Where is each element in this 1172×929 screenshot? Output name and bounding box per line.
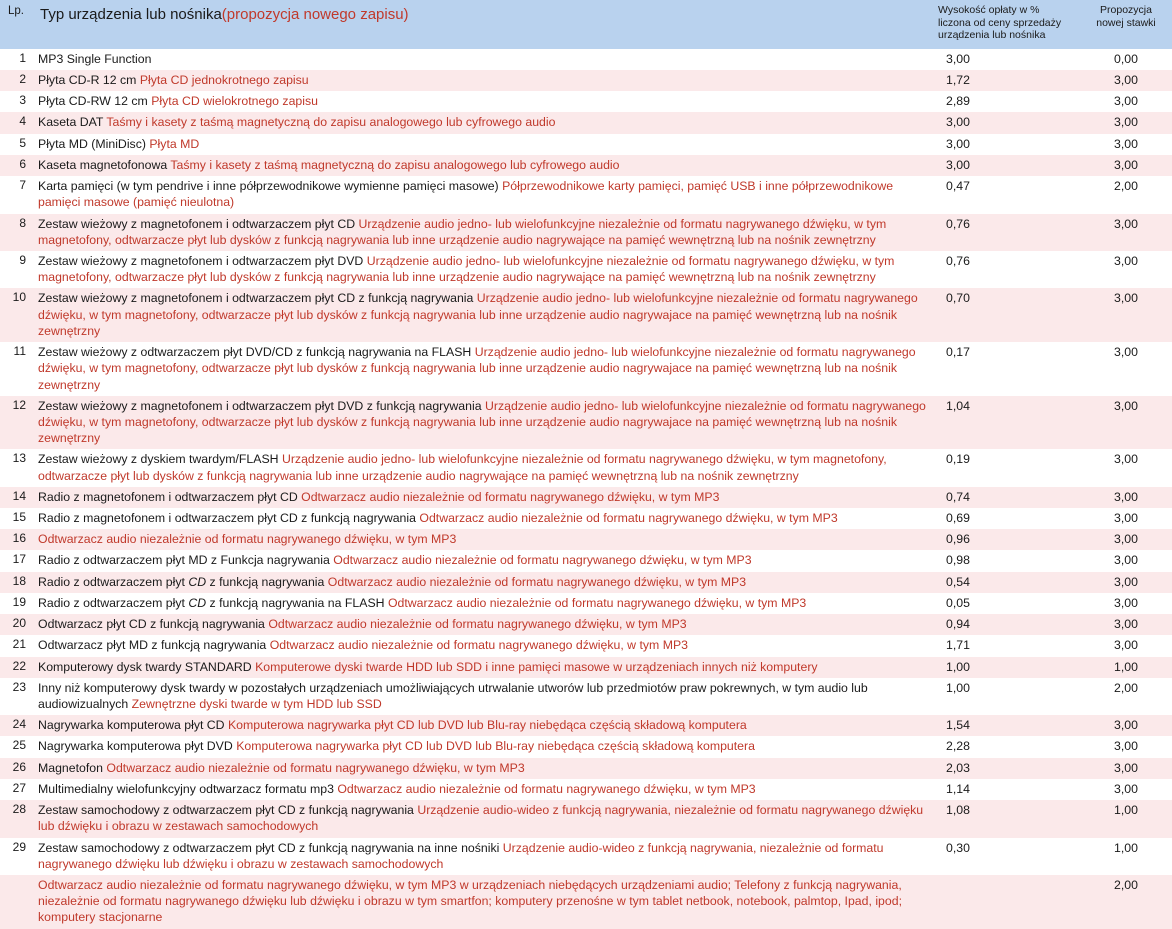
proposed-rate-cell: 3,00 [1080,449,1172,486]
table-row [0,678,1172,715]
row-index-cell: 20 [0,614,32,635]
row-index-cell: 21 [0,635,32,656]
current-rate-cell: 2,28 [932,736,1080,757]
device-type-cell [32,449,932,486]
current-rate-cell: 0,69 [932,508,1080,529]
device-type-current-text: Radio z odtwarzaczem płyt MD z Funkcja nagrywania [38,553,334,568]
device-type-proposed-text: Odtwarzacz audio niezależnie od formatu nagrywanego dźwięku, w tym MP3 [106,760,525,775]
device-type-cell [32,487,932,508]
proposed-rate-cell: 3,00 [1080,779,1172,800]
table-row [0,449,1172,486]
device-type-cell [32,396,932,450]
table-row [0,550,1172,571]
table-row [0,715,1172,736]
row-index-cell: 23 [0,678,32,715]
device-type-current-text: Nagrywarka komputerowa płyt CD [38,718,228,733]
device-type-proposed-text: Urządzenie audio-wideo z funkcją nagrywania, niezależnie od formatu nagrywanego dźwięku lub dźwięku i obrazu w zestawach samochodowych [38,840,884,871]
proposed-rate-cell: 2,00 [1080,176,1172,213]
device-type-current-text: Multimedialny wielofunkcyjny odtwarzacz formatu mp3 [38,781,338,796]
table-row [0,657,1172,678]
device-type-cell [32,251,932,288]
row-index-cell: 15 [0,508,32,529]
proposed-rate-cell: 1,00 [1080,800,1172,837]
current-rate-cell: 1,72 [932,70,1080,91]
device-type-cell [32,800,932,837]
proposed-rate-cell: 3,00 [1080,396,1172,450]
device-type-current-text: Płyta CD-R 12 cm [38,73,140,87]
device-type-proposed-text: Płyta CD wielokrotnego zapisu [151,94,318,109]
table-header-row [0,0,1172,49]
device-type-cell [32,657,932,678]
current-rate-cell: 0,74 [932,487,1080,508]
device-type-cell [32,176,932,213]
device-type-cell [32,635,932,656]
proposed-rate-cell: 3,00 [1080,508,1172,529]
proposed-rate-cell: 3,00 [1080,715,1172,736]
device-type-cell [32,593,932,614]
device-type-cell [32,838,932,875]
proposed-rate-cell: 3,00 [1080,112,1172,133]
row-index-cell: 29 [0,838,32,875]
device-type-proposed-text: Urządzenie audio jedno- lub wielofunkcyjne niezależnie od formatu nagrywanego dźwięku, w tym magnetofony, odtwarzacze płyt lub dysków z funkcją nagrywania lub inne urządzenie audio nagrywające na pamięć wewnętrzną lub na nośnik zewnętrzny [38,253,895,285]
device-type-proposed-text: Odtwarzacz audio niezależnie od formatu nagrywanego dźwięku, w tym MP3 [268,617,687,632]
current-rate-cell: 0,19 [932,449,1080,486]
proposed-rate-cell: 1,00 [1080,838,1172,875]
table-row [0,508,1172,529]
table-row [0,572,1172,593]
table-row [0,70,1172,91]
table-row [0,176,1172,213]
row-index-cell: 25 [0,736,32,757]
device-type-proposed-text: Odtwarzacz audio niezależnie od formatu nagrywanego dźwięku, w tym MP3 [38,532,457,547]
table-row [0,288,1172,342]
proposed-rate-cell: 3,00 [1080,572,1172,593]
table-row [0,214,1172,251]
proposed-rate-cell: 3,00 [1080,550,1172,571]
device-type-proposed-text: Komputerowe dyski twarde HDD lub SDD i inne pamięci masowe w urządzeniach innych niż komputery [255,659,818,674]
row-index-cell: 12 [0,396,32,450]
device-type-cell [32,614,932,635]
row-index-cell: 8 [0,214,32,251]
current-rate-cell: 2,03 [932,758,1080,779]
table-row [0,779,1172,800]
device-type-current-text: Kaseta DAT [38,115,107,130]
current-rate-cell: 0,96 [932,529,1080,550]
device-type-current-text: Magnetofon [38,760,107,775]
table-row [0,529,1172,550]
device-type-proposed-text: Komputerowa nagrywarka płyt CD lub DVD lub Blu-ray niebędąca częścią składową komputera [236,739,755,754]
proposed-rate-cell: 3,00 [1080,342,1172,396]
current-rate-cell: 0,76 [932,251,1080,288]
current-rate-cell: 1,00 [932,678,1080,715]
device-type-current-text: Radio z magnetofonem i odtwarzaczem płyt CD z funkcją nagrywania [38,511,420,526]
device-type-current-text: Nagrywarka komputerowa płyt DVD [38,739,237,754]
device-type-proposed-text: Odtwarzacz audio niezależnie od formatu nagrywanego dźwięku, w tym MP3 [337,781,756,796]
current-rate-cell: 0,94 [932,614,1080,635]
device-type-proposed-text: Odtwarzacz audio niezależnie od formatu nagrywanego dźwięku, w tym MP3 w urządzeniach niebędących urządzeniami audio; Telefony z funkcją nagrywania, niezależnie od formatu nagrywanego dźwięku lub dźwięku i obrazu w tym smartfon; komputery przenośne w tym tablet netbook, notebook, palmtop, Ipad, ipod; komputery stacjonarne [38,877,902,925]
device-type-cell [32,214,932,251]
table-row [0,487,1172,508]
device-type-proposed-text: Taśmy i kasety z taśmą magnetyczną do zapisu analogowego lub cyfrowego audio [106,115,556,130]
device-type-current-text: Radio z odtwarzaczem płyt CD z funkcją nagrywania [38,574,328,589]
device-type-cell [32,758,932,779]
row-index-cell: 26 [0,758,32,779]
row-index-cell: 7 [0,176,32,213]
proposed-rate-cell: 0,00 [1080,49,1172,70]
device-type-cell [32,112,932,133]
proposed-rate-cell: 3,00 [1080,288,1172,342]
device-type-cell [32,508,932,529]
row-index-cell: 24 [0,715,32,736]
table-row [0,112,1172,133]
column-header-device-type-alt: (propozycja nowego zapisu) [221,6,409,23]
proposed-rate-cell: 3,00 [1080,487,1172,508]
proposed-rate-cell: 3,00 [1080,614,1172,635]
device-type-current-text: Inny niż komputerowy dysk twardy w pozostałych urządzeniach umożliwiających utrwalanie utworów lub przedmiotów praw pokrewnych, w tym audio lub audiowizualnych [38,680,868,711]
row-index-cell: 16 [0,529,32,550]
device-type-cell [32,572,932,593]
table-row [0,593,1172,614]
table-body [0,49,1172,929]
table-header [0,0,1172,49]
current-rate-cell: 0,17 [932,342,1080,396]
device-type-proposed-text: Odtwarzacz audio niezależnie od formatu nagrywanego dźwięku, w tym MP3 [387,595,807,610]
device-type-current-text: Kaseta magnetofonowa [38,157,171,172]
row-index-cell [0,875,32,929]
device-type-current-text: Zestaw wieżowy z magnetofonem i odtwarzaczem płyt DVD [38,253,367,268]
current-rate-cell: 1,00 [932,657,1080,678]
device-type-cell [32,134,932,155]
device-type-cell [32,529,932,550]
device-type-proposed-text: Urządzenie audio jedno- lub wielofunkcyjne niezależnie od formatu nagrywanego dźwięku, w tym magnetofony, odtwarzacze płyt lub dysków z funkcją nagrywania lub inne urządzenie audio nagrywające na pamięć wewnętrzną lub na nośnik zewnętrzny [38,452,887,483]
device-type-cell [32,342,932,396]
proposed-rate-cell: 3,00 [1080,91,1172,112]
current-rate-cell: 1,71 [932,635,1080,656]
current-rate-cell: 0,54 [932,572,1080,593]
proposed-rate-cell: 3,00 [1080,134,1172,155]
proposed-rate-cell: 2,00 [1080,875,1172,929]
row-index-cell: 4 [0,112,32,133]
device-type-current-text: Płyta MD (MiniDisc) [38,136,150,151]
device-type-cell [32,678,932,715]
device-type-cell [32,875,932,929]
current-rate-cell: 0,70 [932,288,1080,342]
proposed-rate-cell: 3,00 [1080,70,1172,91]
device-type-emphasis: CD [188,595,207,610]
proposed-rate-cell: 1,00 [1080,657,1172,678]
proposed-rate-cell: 3,00 [1080,251,1172,288]
proposed-rate-cell: 3,00 [1080,758,1172,779]
current-rate-cell: 1,54 [932,715,1080,736]
table-row [0,342,1172,396]
current-rate-cell: 1,08 [932,800,1080,837]
row-index-cell: 28 [0,800,32,837]
device-type-cell [32,70,932,91]
device-type-proposed-text: Półprzewodnikowe karty pamięci, pamięć USB i inne półprzewodnikowe pamięci masowe (pamięć nieulotna) [38,179,894,210]
column-header-lp: Lp. [0,0,32,49]
row-index-cell: 13 [0,449,32,486]
row-index-cell: 1 [0,49,32,70]
device-type-current-text: Komputerowy dysk twardy STANDARD [38,659,256,674]
proposed-rate-cell: 3,00 [1080,214,1172,251]
row-index-cell: 27 [0,779,32,800]
device-type-proposed-text: Urządzenie audio jedno- lub wielofunkcyjne niezależnie od formatu nagrywanego dźwięku, w tym magnetofony, odtwarzacze płyt lub dysków z funkcją nagrywania lub inne urządzenie audio nagrywajace na pamięć wewnętrzną lub na nośnik zewnętrzny [38,345,916,392]
current-rate-cell: 3,00 [932,112,1080,133]
row-index-cell: 5 [0,134,32,155]
proposed-rate-cell: 2,00 [1080,678,1172,715]
device-type-proposed-text: Zewnętrzne dyski twarde w tym HDD lub SSD [131,697,382,711]
row-index-cell: 11 [0,342,32,396]
row-index-cell: 18 [0,572,32,593]
column-header-device-type [32,0,932,49]
table-row [0,251,1172,288]
current-rate-cell: 3,00 [932,134,1080,155]
row-index-cell: 9 [0,251,32,288]
device-type-proposed-text: Odtwarzacz audio niezależnie od formatu nagrywanego dźwięku, w tym MP3 [327,574,747,589]
current-rate-cell: 3,00 [932,49,1080,70]
device-type-proposed-text: Odtwarzacz audio niezależnie od formatu nagrywanego dźwięku, w tym MP3 [419,511,838,526]
device-type-proposed-text: Odtwarzacz audio niezależnie od formatu nagrywanego dźwięku, w tym MP3 [301,489,720,504]
device-type-current-text: Radio z odtwarzaczem płyt CD z funkcją nagrywania na FLASH [38,595,388,610]
current-rate-cell: 2,89 [932,91,1080,112]
row-index-cell: 22 [0,657,32,678]
device-type-cell [32,779,932,800]
device-type-cell [32,288,932,342]
device-type-current-text: Zestaw wieżowy z dyskiem twardym/FLASH [38,452,282,467]
row-index-cell: 2 [0,70,32,91]
device-type-current-text: Zestaw samochodowy z odtwarzaczem płyt CD z funkcją nagrywania na inne nośniki [38,840,503,855]
table-row [0,758,1172,779]
device-type-proposed-text: Komputerowa nagrywarka płyt CD lub DVD lub Blu-ray niebędąca częścią składową komputera [227,718,747,733]
column-header-device-type-main: Typ urządzenia lub nośnika [40,6,222,23]
device-type-current-text: Radio z magnetofonem i odtwarzaczem płyt CD [38,489,302,504]
table-row [0,838,1172,875]
device-type-proposed-text: Urządzenie audio jedno- lub wielofunkcyjne niezależnie od formatu nagrywanego dźwięku, w tym magnetofony, odtwarzacze płyt lub dysków z funkcją nagrywania lub inne urządzenie audio nagrywające na pamięć wewnętrzną lub na nośnik zewnętrzny [38,216,887,247]
row-index-cell: 3 [0,91,32,112]
proposed-rate-cell: 3,00 [1080,593,1172,614]
device-type-current-text: Odtwarzacz płyt CD z funkcją nagrywania [38,617,269,632]
device-type-cell [32,49,932,70]
device-type-current-text: Karta pamięci (w tym pendrive i inne półprzewodnikowe wymienne pamięci masowe) [38,179,503,194]
table-row [0,635,1172,656]
proposed-rate-cell: 3,00 [1080,155,1172,176]
row-index-cell: 14 [0,487,32,508]
device-type-proposed-text: Urządzenie audio jedno- lub wielofunkcyjne niezależnie od formatu nagrywanego dźwięku, w tym magnetofony, odtwarzacze płyt lub dysków z funkcją nagrywania lub inne urządzenie audio nagrywajace na pamięć wewnętrzną lub na nośnik zewnętrzny [38,291,918,338]
proposed-rate-cell: 3,00 [1080,736,1172,757]
table-row [0,396,1172,450]
column-header-rate: Wysokość opłaty w % liczona od ceny sprzedaży urządzenia lub nośnika [932,0,1080,49]
device-type-emphasis: CD [188,574,207,589]
table-row [0,736,1172,757]
proposed-rate-cell: 3,00 [1080,635,1172,656]
column-header-proposed-rate: Propozycja nowej stawki [1080,0,1172,49]
table-row [0,875,1172,929]
device-type-current-text: Zestaw wieżowy z magnetofonem i odtwarzaczem płyt DVD z funkcją nagrywania [38,398,485,413]
device-type-cell [32,155,932,176]
device-type-cell [32,715,932,736]
current-rate-cell: 0,98 [932,550,1080,571]
device-type-current-text: Płyta CD-RW 12 cm [38,94,152,109]
row-index-cell: 19 [0,593,32,614]
device-type-proposed-text: Płyta MD [149,136,200,151]
current-rate-cell: 0,30 [932,838,1080,875]
device-type-proposed-text: Płyta CD jednokrotnego zapisu [139,73,309,87]
row-index-cell: 10 [0,288,32,342]
row-index-cell: 17 [0,550,32,571]
table-row [0,134,1172,155]
device-type-current-text: MP3 Single Function [38,51,152,66]
device-type-proposed-text: Odtwarzacz audio niezależnie od formatu nagrywanego dźwięku, w tym MP3 [333,553,752,568]
proposed-rate-cell: 3,00 [1080,529,1172,550]
device-type-cell [32,91,932,112]
device-type-current-text: Zestaw wieżowy z magnetofonem i odtwarzaczem płyt CD [38,216,359,231]
current-rate-cell: 1,14 [932,779,1080,800]
current-rate-cell: 0,47 [932,176,1080,213]
current-rate-cell [932,875,1080,929]
device-type-proposed-text: Urządzenie audio-wideo z funkcją nagrywania, niezależnie od formatu nagrywanego dźwięku lub dźwięku i obrazu w zestawach samochodowych [38,803,924,834]
device-type-cell [32,736,932,757]
table-row [0,155,1172,176]
table-row [0,49,1172,70]
row-index-cell: 6 [0,155,32,176]
current-rate-cell: 1,04 [932,396,1080,450]
device-type-current-text: Zestaw wieżowy z odtwarzaczem płyt DVD/CD z funkcją nagrywania na FLASH [38,345,475,360]
table-row [0,800,1172,837]
current-rate-cell: 0,76 [932,214,1080,251]
device-type-current-text: Zestaw wieżowy z magnetofonem i odtwarzaczem płyt CD z funkcją nagrywania [38,291,477,306]
device-type-proposed-text: Taśmy i kasety z taśmą magnetyczną do zapisu analogowego lub cyfrowego audio [170,157,620,172]
current-rate-cell: 3,00 [932,155,1080,176]
device-type-current-text: Odtwarzacz płyt MD z funkcją nagrywania [38,638,270,653]
device-type-cell [32,550,932,571]
device-type-proposed-text: Urządzenie audio jedno- lub wielofunkcyjne niezależnie od formatu nagrywanego dźwięku, w tym magnetofony, odtwarzacze płyt lub dysków z funkcją nagrywania lub inne urządzenie audio nagrywajace na pamięć wewnętrzną lub na nośnik zewnętrzny [38,398,926,446]
table-row [0,91,1172,112]
device-type-current-text: Zestaw samochodowy z odtwarzaczem płyt CD z funkcją nagrywania [38,803,418,818]
current-rate-cell: 0,05 [932,593,1080,614]
device-type-proposed-text: Odtwarzacz audio niezależnie od formatu nagrywanego dźwięku, w tym MP3 [269,638,688,653]
table-row [0,614,1172,635]
